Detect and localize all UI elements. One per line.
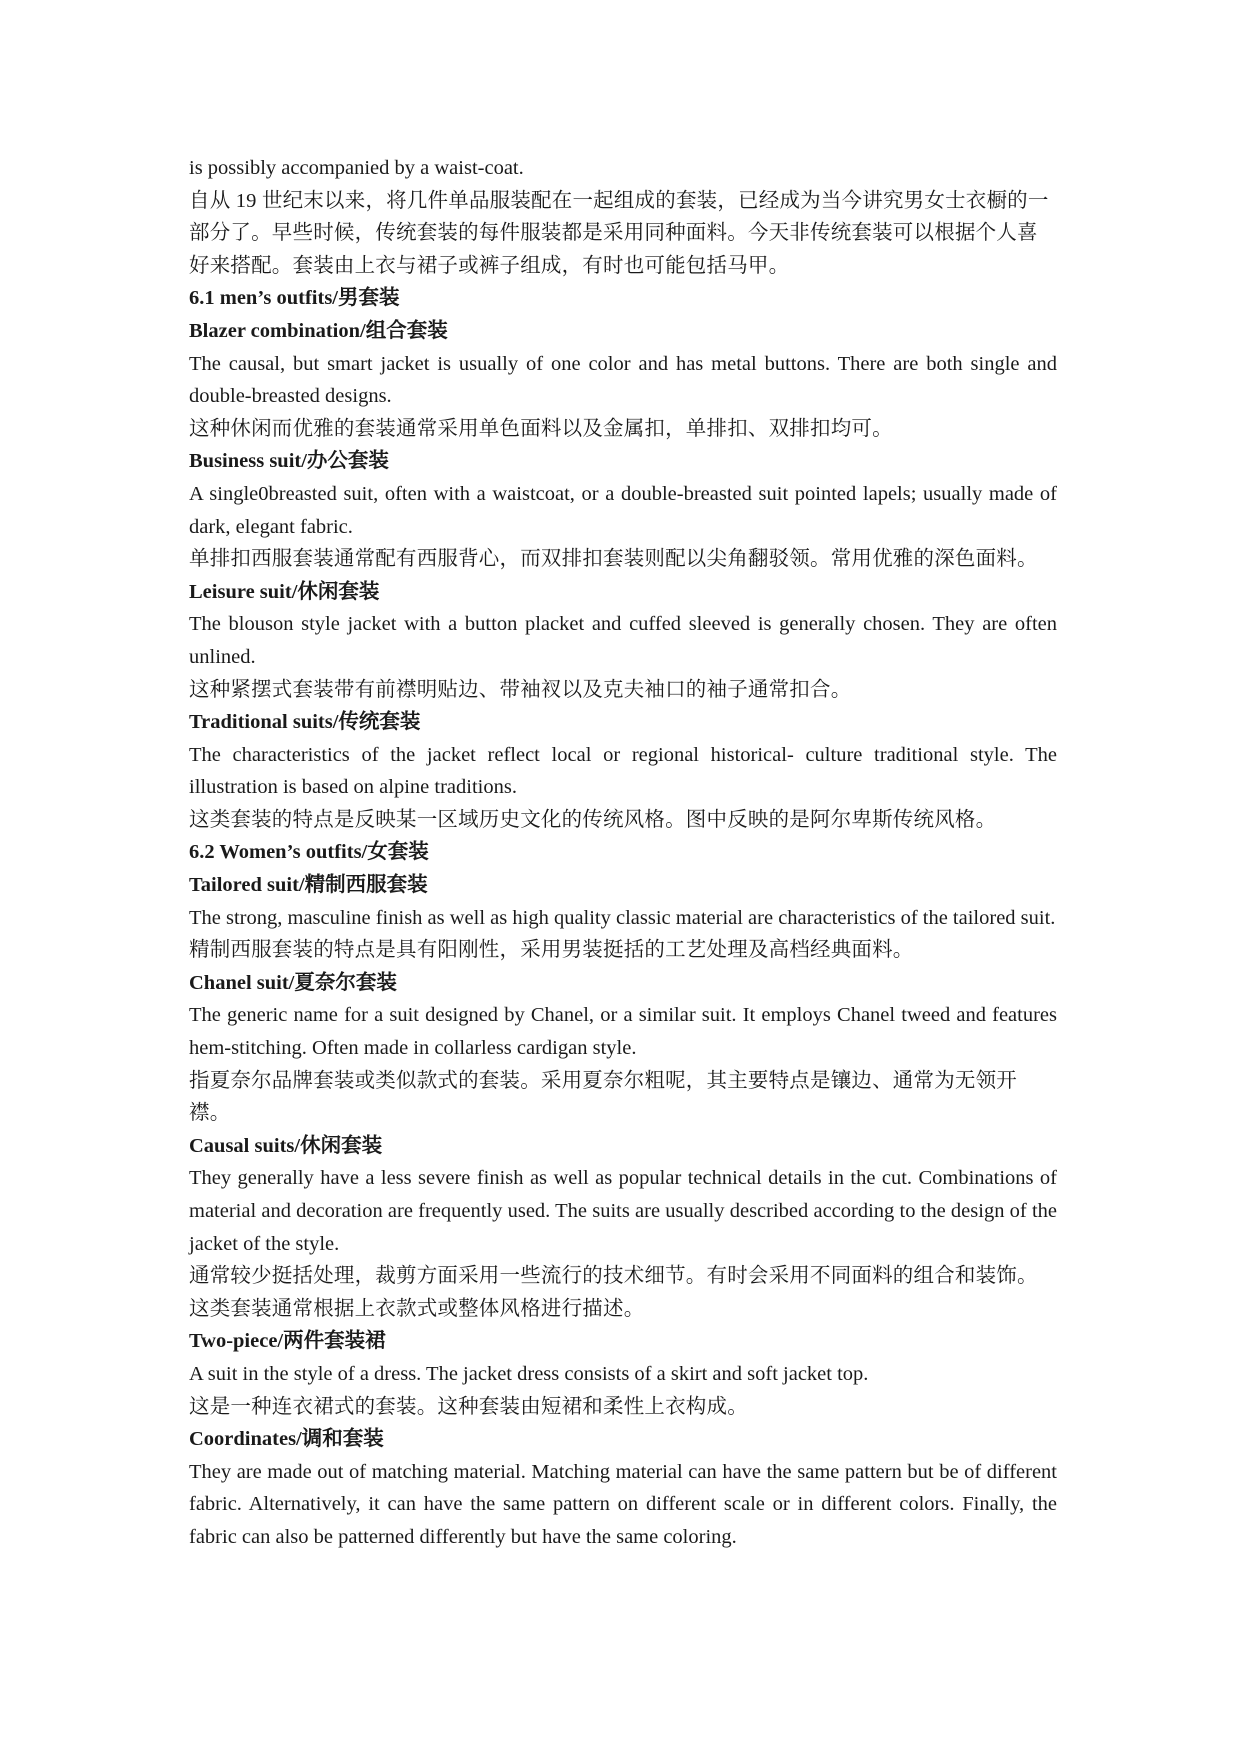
item-title: Traditional suits/传统套装 — [189, 711, 421, 734]
men-item-blazer — [189, 315, 1057, 445]
women-item-two-piece — [189, 1325, 1057, 1423]
item-english-text: The strong, masculine finish as well as high quality classic material are characteristics of the tailored suit. — [189, 906, 1056, 929]
item-chinese-text: 这种休闲而优雅的套装通常采用单色面料以及金属扣，单排扣、双排扣均可。 — [189, 417, 893, 440]
item-chinese-text: 精制西服套装的特点是具有阳刚性，采用男装挺括的工艺处理及高档经典面料。 — [189, 939, 914, 962]
item-english-text: The blouson style jacket with a button placket and cuffed sleeved is generally chosen. They are often unlined. — [189, 613, 1057, 668]
item-title: Chanel suit/夏奈尔套装 — [189, 971, 397, 994]
item-english-text: The generic name for a suit designed by Chanel, or a similar suit. It employs Chanel tweed and features hem-stitching. Often made in collarless cardigan style. — [189, 1004, 1057, 1060]
item-english-text: They are made out of matching material. Matching material can have the same pattern but be of different fabric. Alternatively, it can have the same pattern on different scale or in different colors. Finally, the fabric can also be patterned differently but have the same coloring. — [189, 1460, 1057, 1548]
men-item-business — [189, 445, 1057, 575]
women-item-coordinates — [189, 1423, 1057, 1553]
item-title: Coordinates/调和套装 — [189, 1428, 384, 1451]
section-heading-women: 6.2 Women’s outfits/女套装 — [189, 841, 429, 864]
item-english-text: A single0breasted suit, often with a waistcoat, or a double-breasted suit pointed lapels; usually made of dark, elegant fabric. — [189, 482, 1057, 538]
item-english-text: A suit in the style of a dress. The jacket dress consists of a skirt and soft jacket top. — [189, 1362, 869, 1385]
item-title: Business suit/办公套装 — [189, 450, 389, 473]
item-english-text: They generally have a less severe finish as well as popular technical details in the cut. Combinations of material and decoration are frequently used. The suits are usually described according to the design of the jacket of the style. — [189, 1167, 1057, 1255]
item-title: Leisure suit/休闲套装 — [189, 580, 380, 603]
men-item-traditional — [189, 706, 1057, 836]
item-english-text: The characteristics of the jacket reflect local or regional historical- culture traditional style. The illustration is based on alpine traditions. — [189, 743, 1057, 799]
item-chinese-text: 通常较少挺括处理，裁剪方面采用一些流行的技术细节。有时会采用不同面料的组合和装饰。这类套装通常根据上衣款式或整体风格进行描述。 — [189, 1265, 1038, 1320]
item-title: Blazer combination/组合套装 — [189, 319, 448, 342]
page-content — [189, 152, 1057, 1554]
item-chinese-text: 这类套装的特点是反映某一区域历史文化的传统风格。图中反映的是阿尔卑斯传统风格。 — [189, 808, 997, 831]
men-item-leisure — [189, 576, 1057, 706]
item-title: Two-piece/两件套装裙 — [189, 1330, 386, 1353]
item-chinese-text: 单排扣西服套装通常配有西服背心，而双排扣套装则配以尖角翻驳领。常用优雅的深色面料。 — [189, 548, 1038, 571]
item-chinese-text: 指夏奈尔品牌套装或类似款式的套装。采用夏奈尔粗呢，其主要特点是镶边、通常为无领开襟。 — [189, 1069, 1017, 1125]
item-chinese-text: 这种紧摆式套装带有前襟明贴边、带袖衩以及克夫袖口的袖子通常扣合。 — [189, 678, 852, 701]
item-title: Tailored suit/精制西服套装 — [189, 874, 428, 897]
section-heading-men: 6.1 men’s outfits/男套装 — [189, 287, 400, 310]
item-title: Causal suits/休闲套装 — [189, 1134, 383, 1157]
item-english-text: The causal, but smart jacket is usually of one color and has metal buttons. There are both single and double-breasted designs. — [189, 352, 1057, 408]
women-item-tailored — [189, 869, 1057, 967]
women-item-causal — [189, 1130, 1057, 1326]
women-item-chanel — [189, 967, 1057, 1130]
item-chinese-text: 这是一种连衣裙式的套装。这种套装由短裙和柔性上衣构成。 — [189, 1395, 748, 1418]
intro-chinese-paragraph: 自从 19 世纪末以来，将几件单品服装配在一起组成的套装，已经成为当今讲究男女士衣橱的一部分了。早些时候，传统套装的每件服装都是采用同种面料。今天非传统套装可以根据个人喜好来搭配。套装由上衣与裙子或裤子组成，有时也可能包括马甲。 — [189, 189, 1049, 277]
intro-english-tail: is possibly accompanied by a waist-coat. — [189, 157, 524, 179]
